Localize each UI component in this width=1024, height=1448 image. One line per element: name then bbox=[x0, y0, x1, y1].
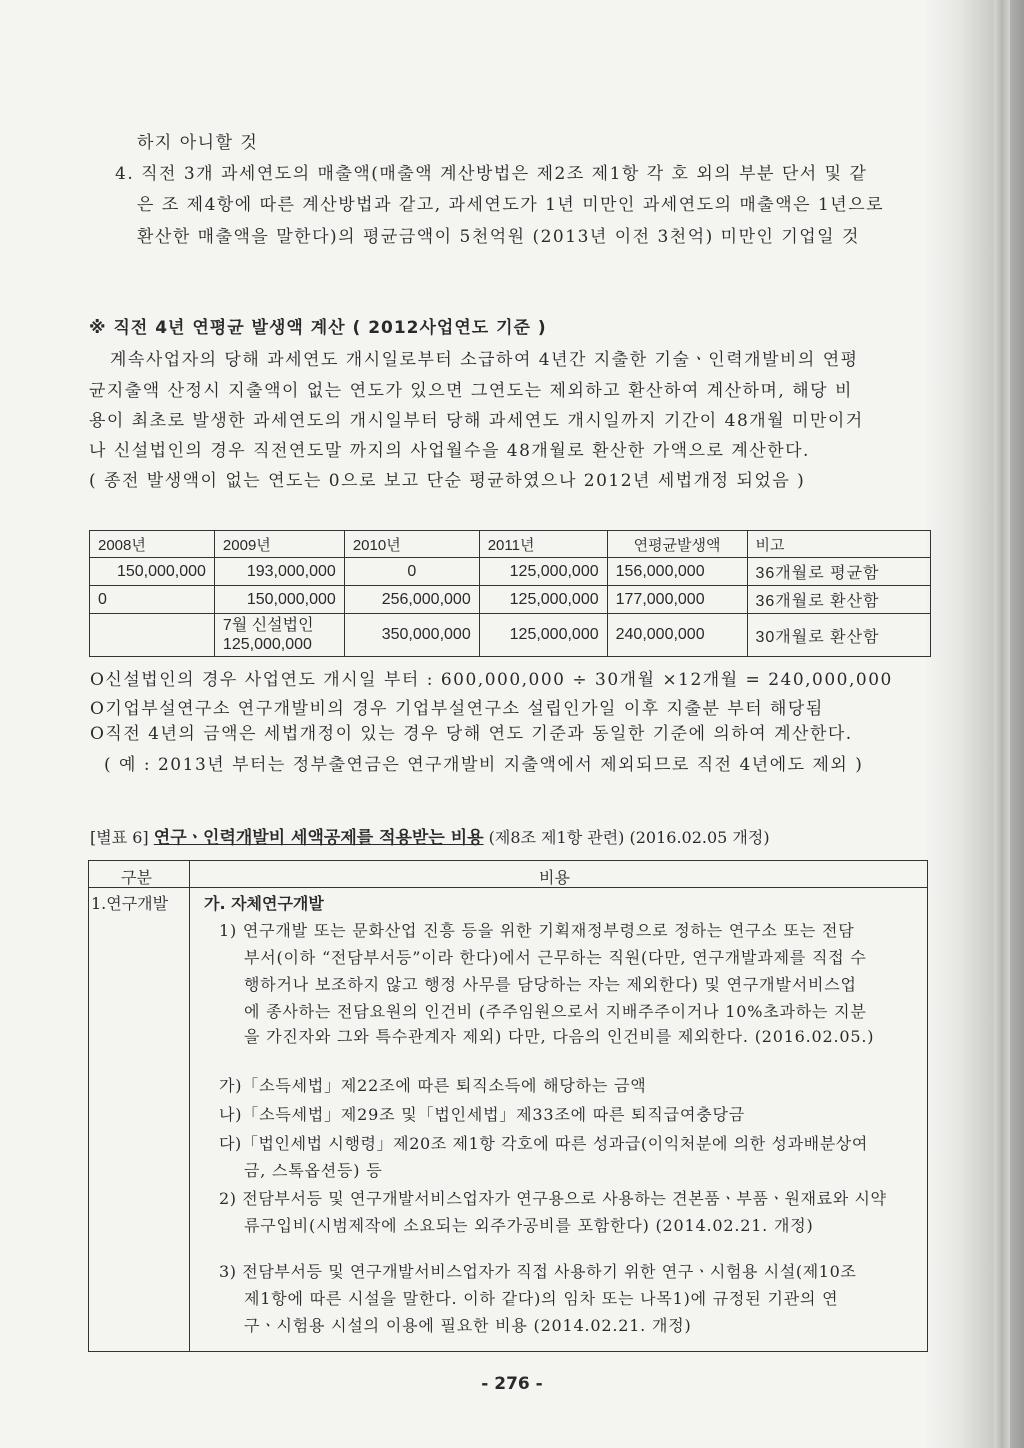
paragraph-line: 나 신설법인의 경우 직전연도말 까지의 사업월수을 48개월로 환산한 가액으로 계산한다. bbox=[89, 441, 810, 461]
table-cell: 0 bbox=[90, 586, 215, 614]
header-cost: 비용 bbox=[539, 868, 570, 887]
header-cell: 비고 bbox=[747, 531, 931, 558]
page-number: - 276 - bbox=[481, 1374, 543, 1394]
table-cell: 177,000,000 bbox=[607, 586, 747, 614]
paragraph-line: ( 종전 발생액이 없는 연도는 0으로 보고 단순 평균하였으나 2012년 세법개정 되었음 ) bbox=[89, 471, 806, 491]
category-label: 1.연구개발 bbox=[91, 894, 169, 913]
header-cell: 연평균발생액 bbox=[607, 531, 747, 558]
header-cell: 2008년 bbox=[90, 531, 215, 558]
scan-binding-shadow bbox=[994, 0, 1010, 1448]
header-category: 구분 bbox=[121, 868, 152, 887]
body-line: 3) 전담부서등 및 연구개발서비스업자가 직접 사용하기 위한 연구ㆍ시험용 시설(제10조 bbox=[219, 1262, 857, 1281]
table-cell bbox=[90, 614, 215, 657]
table-row bbox=[90, 558, 931, 586]
table-header-row bbox=[90, 531, 931, 558]
paragraph-line: 용이 최초로 발생한 과세연도의 개시일부터 당해 과세연도 개시일까지 기간이 48개월 미만이거 bbox=[89, 411, 864, 431]
annex-suffix: (제8조 제1항 관련) (2016.02.05 개정) bbox=[488, 828, 770, 847]
text-line: 하지 아니할 것 bbox=[137, 133, 259, 153]
average-calc-table bbox=[89, 530, 931, 657]
note-line: O기업부설연구소 연구개발비의 경우 기업부설연구소 설립인가일 이후 지출분 부터 해당됨 bbox=[90, 699, 824, 719]
body-line: 가)「소득세법」제22조에 따른 퇴직소득에 해당하는 금액 bbox=[219, 1076, 647, 1095]
table-cell: 7월 신설법인 125,000,000 bbox=[214, 614, 344, 657]
body-line: 금, 스톡옵션등) 등 bbox=[244, 1161, 383, 1180]
body-line: 다)「법인세법 시행령」제20조 제1항 각호에 따른 성과급(이익처분에 의한 성과배분상여 bbox=[219, 1134, 868, 1153]
body-line: 부서(이하 “전담부서등”이라 한다)에서 근무하는 직원(다만, 연구개발과제를 직접 수 bbox=[244, 948, 867, 967]
note-line: O직전 4년의 금액은 세법개정이 있는 경우 당해 연도 기준과 동일한 기준에 의하여 계산한다. bbox=[90, 724, 853, 744]
table-row bbox=[90, 586, 931, 614]
subheading: 가. 자체연구개발 bbox=[204, 894, 324, 913]
note-line: O신설법인의 경우 사업연도 개시일 부터 : 600,000,000 ÷ 30개월 ×12개월 = 240,000,000 bbox=[90, 670, 893, 690]
table-cell: 150,000,000 bbox=[214, 586, 344, 614]
table-row bbox=[90, 614, 931, 657]
annex-table-header bbox=[89, 861, 927, 888]
table-cell: 36개월로 평균함 bbox=[747, 558, 931, 586]
scan-page-edge bbox=[924, 0, 1024, 1448]
table-cell: 256,000,000 bbox=[344, 586, 479, 614]
table-cell: 240,000,000 bbox=[607, 614, 747, 657]
table-cell: 36개월로 환산함 bbox=[747, 586, 931, 614]
table-cell: 193,000,000 bbox=[214, 558, 344, 586]
section-heading: ※ 직전 4년 연평균 발생액 계산 ( 2012사업연도 기준 ) bbox=[89, 318, 547, 338]
table-cell: 150,000,000 bbox=[90, 558, 215, 586]
body-line: 행하거나 보조하지 않고 행정 사무를 담당하는 자는 제외한다) 및 연구개발서비스업 bbox=[244, 975, 857, 994]
table-cell: 0 bbox=[344, 558, 479, 586]
body-line: 2) 전담부서등 및 연구개발서비스업자가 연구용으로 사용하는 견본품ㆍ부품ㆍ원재료와 시약 bbox=[219, 1189, 887, 1208]
header-cell: 2009년 bbox=[214, 531, 344, 558]
body-line: 에 종사하는 전담요원의 인건비 (주주임원으로서 지배주주이거나 10%초과하는 지분 bbox=[244, 1002, 867, 1021]
text-line: 은 조 제4항에 따른 계산방법과 같고, 과세연도가 1년 미만인 과세연도의 매출액은 1년으로 bbox=[137, 195, 885, 215]
annex-prefix: [별표 6] bbox=[90, 828, 149, 847]
header-cell: 2010년 bbox=[344, 531, 479, 558]
annex-table bbox=[88, 860, 928, 1352]
annex-title-text: 연구ㆍ인력개발비 세액공제를 적용받는 비용 bbox=[153, 828, 484, 848]
body-line: 제1항에 따른 시설을 말한다. 이하 같다)의 임차 또는 나목1)에 규정된 기관의 연 bbox=[244, 1289, 839, 1308]
text-line: 4. 직전 3개 과세연도의 매출액(매출액 계산방법은 제2조 제1항 각 호 외의 부분 단서 및 같 bbox=[115, 164, 868, 184]
column-divider bbox=[189, 861, 190, 1351]
paragraph-line: 균지출액 산정시 지출액이 없는 연도가 있으면 그연도는 제외하고 환산하여 계산하며, 해당 비 bbox=[89, 381, 853, 401]
header-cell: 2011년 bbox=[479, 531, 607, 558]
table-cell: 125,000,000 bbox=[479, 614, 607, 657]
annex-title bbox=[90, 823, 770, 848]
table-cell: 350,000,000 bbox=[344, 614, 479, 657]
body-line: 류구입비(시범제작에 소요되는 외주가공비를 포함한다) (2014.02.21. 개정) bbox=[244, 1216, 814, 1235]
text-line: 환산한 매출액을 말한다)의 평균금액이 5천억원 (2013년 이전 3천억) 미만인 기업일 것 bbox=[137, 227, 860, 247]
body-line: 나)「소득세법」제29조 및「법인세법」제33조에 따른 퇴직급여충당금 bbox=[219, 1105, 745, 1124]
note-line: ( 예 : 2013년 부터는 정부출연금은 연구개발비 지출액에서 제외되므로 직전 4년에도 제외 ) bbox=[104, 755, 864, 775]
table-cell: 30개월로 환산함 bbox=[747, 614, 931, 657]
table-cell: 125,000,000 bbox=[479, 558, 607, 586]
table-cell: 156,000,000 bbox=[607, 558, 747, 586]
body-line: 1) 연구개발 또는 문화산업 진흥 등을 위한 기획재정부령으로 정하는 연구소 또는 전담 bbox=[219, 921, 855, 940]
body-line: 을 가진자와 그와 특수관계자 제외) 다만, 다음의 인건비를 제외한다. (2016.02.05.) bbox=[244, 1027, 875, 1046]
body-line: 구ㆍ시험용 시설의 이용에 필요한 비용 (2014.02.21. 개정) bbox=[244, 1316, 692, 1335]
table-cell: 125,000,000 bbox=[479, 586, 607, 614]
paragraph-line: 계속사업자의 당해 과세연도 개시일로부터 소급하여 4년간 지출한 기술ㆍ인력개발비의 연평 bbox=[110, 350, 859, 370]
